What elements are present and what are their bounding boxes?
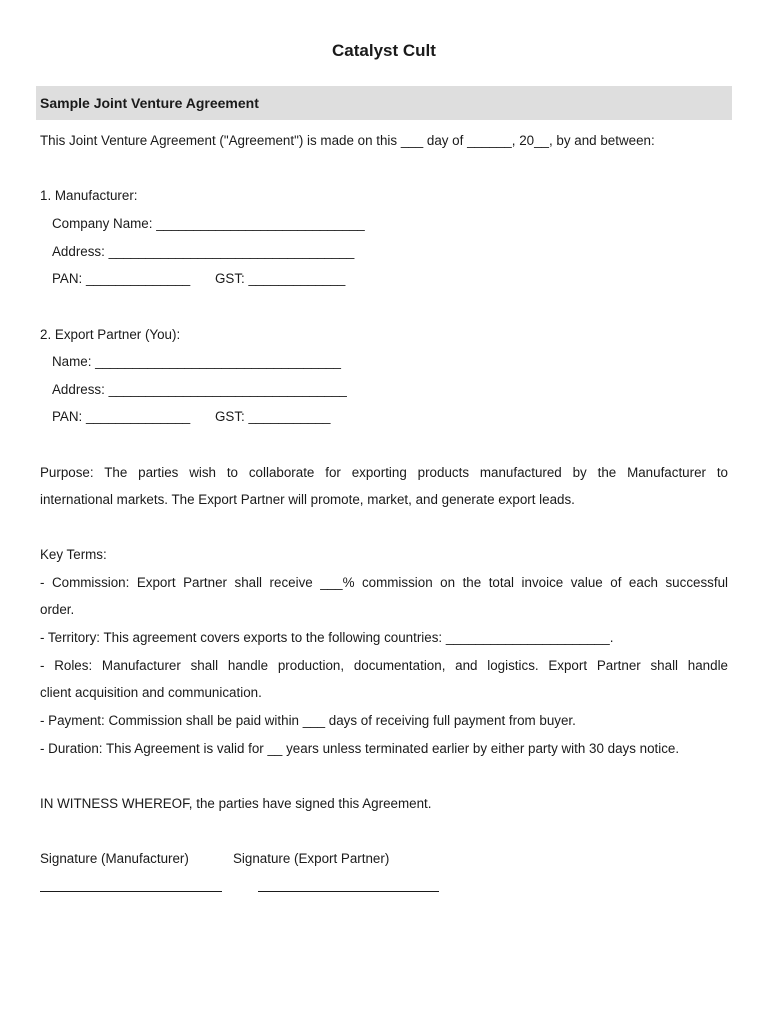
key-terms-heading: Key Terms:	[40, 547, 107, 562]
manufacturer-pan-field: PAN: ______________	[52, 271, 191, 286]
commission-term-line-1: - Commission: Export Partner shall receive ___% commission on the total invoice value of each successful	[40, 575, 728, 590]
manufacturer-heading: 1. Manufacturer:	[40, 188, 138, 203]
intro-text: This Joint Venture Agreement ("Agreement") is made on this ___ day of ______, 20__, by and between:	[40, 133, 655, 148]
manufacturer-signature-label: Signature (Manufacturer)	[40, 851, 189, 866]
export-partner-address-field: Address: ________________________________	[52, 382, 347, 397]
roles-term-line-1: - Roles: Manufacturer shall handle production, documentation, and logistics. Export Partner shall handle	[40, 658, 728, 673]
export-partner-name-field: Name: _________________________________	[52, 354, 341, 369]
manufacturer-company-name-field: Company Name: ____________________________	[52, 216, 365, 231]
payment-term: - Payment: Commission shall be paid within ___ days of receiving full payment from buyer.	[40, 713, 576, 728]
manufacturer-gst-field: GST: _____________	[215, 271, 346, 286]
partner-signature-line	[258, 891, 439, 892]
manufacturer-address-field: Address: _________________________________	[52, 244, 355, 259]
purpose-line-2: international markets. The Export Partner will promote, market, and generate export leads.	[40, 492, 575, 507]
territory-term: - Territory: This agreement covers exports to the following countries: ______________________.	[40, 630, 614, 645]
manufacturer-signature-line	[40, 891, 222, 892]
roles-term-line-2: client acquisition and communication.	[40, 685, 262, 700]
partner-signature-label: Signature (Export Partner)	[233, 851, 390, 866]
section-banner-title: Sample Joint Venture Agreement	[40, 95, 259, 111]
export-partner-gst-field: GST: ___________	[215, 409, 331, 424]
commission-term-line-2: order.	[40, 602, 75, 617]
export-partner-pan-field: PAN: ______________	[52, 409, 191, 424]
purpose-line-1: Purpose: The parties wish to collaborate for exporting products manufactured by the Manufacturer to	[40, 465, 728, 480]
duration-term: - Duration: This Agreement is valid for __ years unless terminated earlier by either party with 30 days notice.	[40, 741, 680, 756]
export-partner-heading: 2. Export Partner (You):	[40, 327, 181, 342]
witness-statement: IN WITNESS WHEREOF, the parties have signed this Agreement.	[40, 796, 432, 811]
document-title: Catalyst Cult	[332, 41, 436, 60]
